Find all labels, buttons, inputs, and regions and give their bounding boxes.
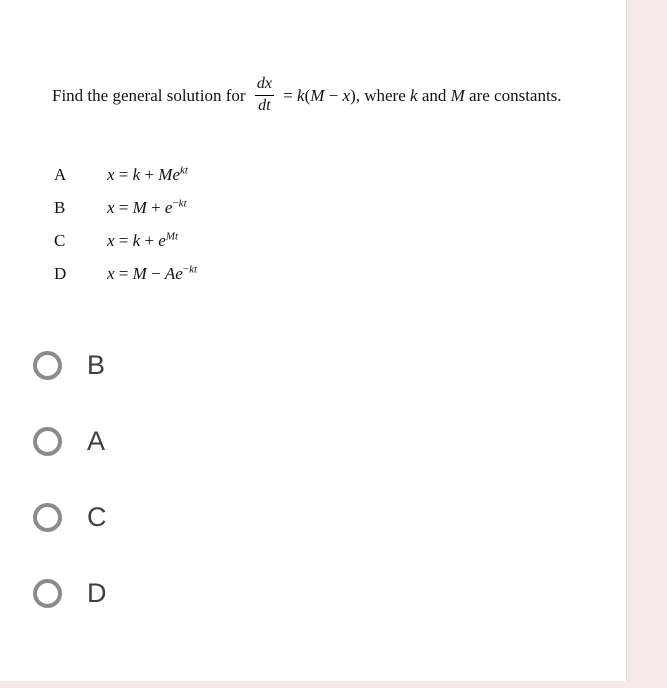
answer-radio-group (33, 350, 107, 609)
question-var-m: M (450, 86, 465, 105)
question-suffix-where: where (364, 86, 406, 105)
radio-option-d[interactable] (33, 578, 107, 609)
radio-label: C (87, 502, 107, 532)
choice-formula: $x = k + Me^{kt}$ (107, 163, 188, 184)
choice-row-a (54, 158, 197, 191)
question-var-k: k (410, 86, 418, 105)
choice-formula: $x = M - Ae^{-kt}$ (107, 262, 198, 283)
radio-circle-icon[interactable] (33, 503, 62, 532)
choice-letter: C (54, 230, 66, 250)
choice-letter: A (54, 164, 67, 184)
question-suffix-and: and (421, 86, 447, 105)
radio-circle-icon[interactable] (33, 351, 62, 380)
choice-letter: D (54, 263, 67, 283)
choice-row-c (54, 224, 197, 257)
choice-formula: $x = k + e^{Mt}$ (107, 229, 179, 250)
question-text (52, 70, 562, 122)
radio-label: A (87, 426, 106, 456)
choice-row-b (54, 191, 197, 224)
choice-letter: B (54, 197, 66, 217)
choice-list (54, 158, 197, 290)
radio-option-a[interactable] (33, 426, 107, 457)
fraction (255, 75, 274, 115)
question-equation: = k(M − x), (283, 86, 360, 105)
radio-label: D (87, 578, 107, 608)
choice-row-d (54, 257, 197, 290)
radio-option-b[interactable] (33, 350, 107, 381)
radio-label: B (87, 350, 106, 380)
fraction-numerator: dx (255, 75, 274, 95)
radio-circle-icon[interactable] (33, 427, 62, 456)
question-suffix-constants: are constants. (469, 86, 562, 105)
choice-formula: $x = M + e^{-kt}$ (107, 196, 187, 217)
fraction-denominator: dt (258, 96, 271, 114)
question-prefix: Find the general solution for (52, 86, 246, 105)
radio-circle-icon[interactable] (33, 579, 62, 608)
radio-option-c[interactable] (33, 502, 107, 533)
